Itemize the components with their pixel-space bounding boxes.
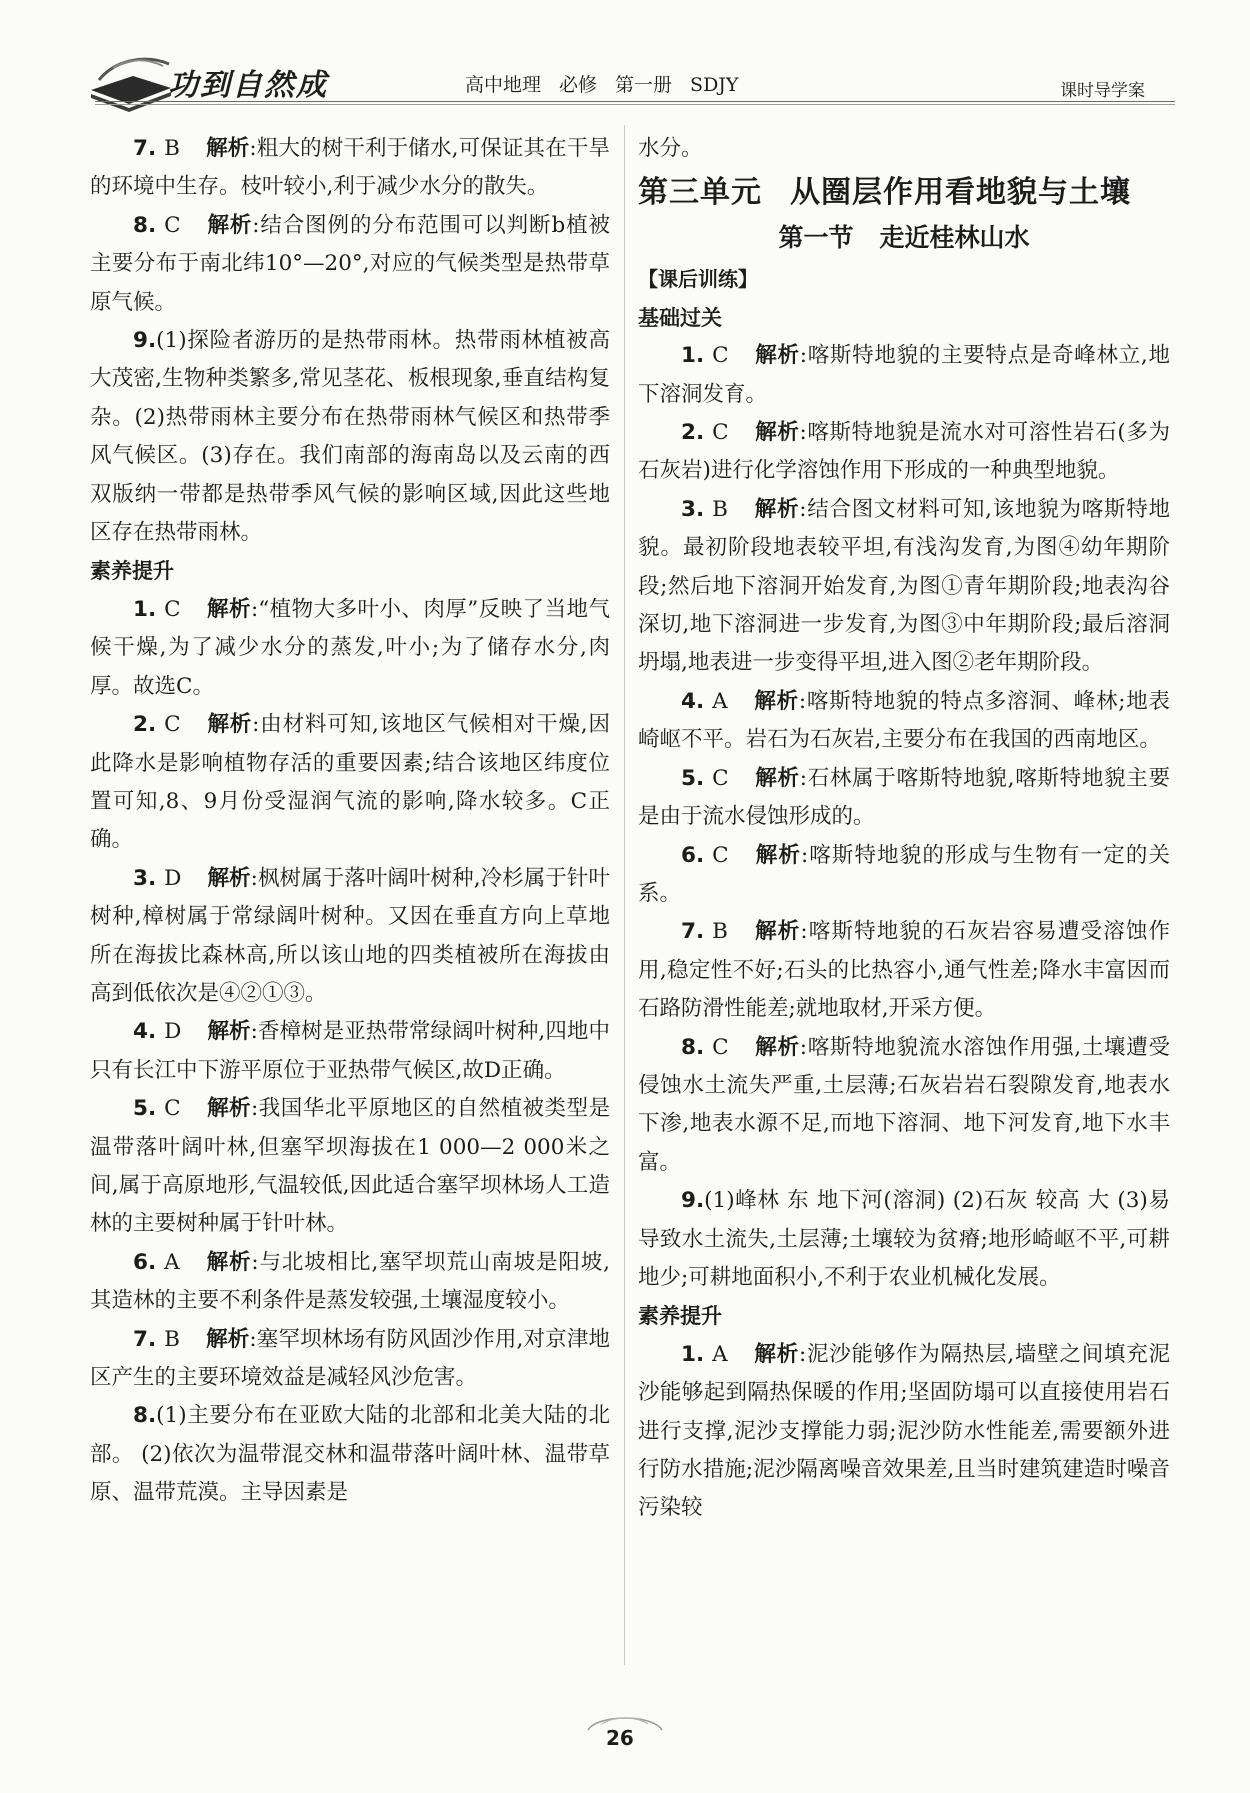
answer-item: 7. B 解析:塞罕坝林场有防风固沙作用,对京津地区产生的主要环境效益是减轻风沙危害。 [90, 1326, 610, 1390]
answer-item: 1. C 解析:喀斯特地貌的主要特点是奇峰林立,地下溶洞发育。 [638, 343, 1170, 407]
header-rule [95, 104, 1175, 105]
answer-item: 8. C 解析:喀斯特地貌流水溶蚀作用强,土壤遭受侵蚀水土流失严重,土层薄;石灰岩岩石裂隙发育,地表水下渗,地表水源不足,而地下溶洞、地下河发育,地下水丰富。 [638, 1034, 1170, 1175]
answer-item: 4. A 解析:喀斯特地貌的特点多溶洞、峰林;地表崎岖不平。岩石为石灰岩,主要分布在我国的西南地区。 [638, 688, 1170, 753]
exercise-tag: 【课后训练】 [638, 267, 758, 292]
subject-line [465, 70, 756, 97]
answer-item: 7. B 解析:粗大的树干利于储水,可保证其在干旱的环境中生存。枝叶较小,利于减少水分的散失。 [90, 136, 610, 200]
answer-item: 5. C 解析:我国华北平原地区的自然植被类型是温带落叶阔叶林,但塞罕坝海拔在1 000—2 000米之间,属于高原地形,气温较低,因此适合塞罕坝林场人工造林的主要树种属于针叶林。 [90, 1096, 610, 1237]
unit-title: 第三单元 从圈层作用看地貌与土壤 [638, 175, 1131, 211]
answer-item: 9.(1)峰林 东 地下河(溶洞) (2)石灰 较高 大 (3)易导致水土流失,土层薄;土壤较为贫瘠;地形崎岖不平,可耕地少;可耕地面积小,不利于农业机械化发展。 [638, 1188, 1170, 1290]
answer-item: 2. C 解析:喀斯特地貌是流水对可溶性岩石(多为石灰岩)进行化学溶蚀作用下形成的一种典型地貌。 [638, 420, 1170, 484]
answer-item: 2. C 解析:由材料可知,该地区气候相对干燥,因此降水是影响植物存活的重要因素;结合该地区纬度位置可知,8、9月份受湿润气流的影响,降水较多。C正确。 [90, 712, 610, 853]
section-title: 素养提升 [638, 1304, 722, 1329]
continued-text: 水分。 [638, 136, 703, 161]
right-column [638, 130, 1170, 1528]
left-column [90, 130, 610, 1513]
answer-item: 7. B 解析:喀斯特地貌的石灰岩容易遭受溶蚀作用,稳定性不好;石头的比热容小,通气性差;降水丰富因而石路防滑性能差;就地取材,开采方便。 [638, 919, 1170, 1022]
page-number: 26 [606, 1726, 634, 1750]
header-rule [95, 101, 1175, 102]
section-title: 素养提升 [90, 559, 174, 584]
guide-label: 课时导学案 [1060, 81, 1145, 101]
subject-part: 高中地理 [465, 74, 542, 96]
answer-item: 5. C 解析:石林属于喀斯特地貌,喀斯特地貌主要是由于流水侵蚀形成的。 [638, 765, 1170, 830]
answer-item: 1. A 解析:泥沙能够作为隔热层,墙壁之间填充泥沙能够起到隔热保暖的作用;坚固防塌可以直接使用岩石进行支撑,泥沙支撑能力弱;泥沙防水性能差,需要额外进行防水措施;泥沙隔离噪音效果差,且当时建筑建造时噪音污染较 [638, 1341, 1170, 1521]
subject-part: 必修 [559, 74, 598, 96]
subject-part: SDJY [690, 74, 739, 96]
column-divider [624, 125, 625, 1665]
answer-item: 9.(1)探险者游历的是热带雨林。热带雨林植被高大茂密,生物种类繁多,常见茎花、板根现象,垂直结构复杂。(2)热带雨林主要分布在热带雨林气候区和热带季风气候区。(3)存在。我们南部的海南岛以及云南的西双版纳一带都是热带季风气候的影响区域,因此这些地区存在热带雨林。 [90, 328, 610, 546]
answer-item: 1. C 解析:“植物大多叶小、肉厚”反映了当地气候干燥,为了减少水分的蒸发,叶小;为了储存水分,肉厚。故选C。 [90, 596, 610, 699]
answer-item: 6. A 解析:与北坡相比,塞罕坝荒山南坡是阳坡,其造林的主要不利条件是蒸发较强,土壤湿度较小。 [90, 1249, 610, 1314]
answer-item: 3. B 解析:结合图文材料可知,该地貌为喀斯特地貌。最初阶段地表较平坦,有浅沟发育,为图④幼年期阶段;然后地下溶洞开始发育,为图①青年期阶段;地表沟谷深切,地下溶洞进一步发育,为图③中年期阶段;最后溶洞坍塌,地表进一步变得平坦,进入图②老年期阶段。 [638, 496, 1170, 676]
subject-part: 第一册 [615, 74, 673, 96]
answer-item: 8. C 解析:结合图例的分布范围可以判断b植被主要分布于南北纬10°—20°,对应的气候类型是热带草原气候。 [90, 212, 610, 315]
page-header [0, 0, 1250, 110]
answer-item: 4. D 解析:香樟树是亚热带常绿阔叶树种,四地中只有长江中下游平原位于亚热带气候区,故D正确。 [90, 1019, 610, 1083]
answer-item: 3. D 解析:枫树属于落叶阔叶树种,冷杉属于针叶树种,樟树属于常绿阔叶树种。又因在垂直方向上草地所在海拔比森林高,所以该山地的四类植被所在海拔由高到低依次是④②①③。 [90, 865, 610, 1006]
lesson-title: 第一节 走近桂林山水 [778, 223, 1030, 253]
answer-item: 6. C 解析:喀斯特地貌的形成与生物有一定的关系。 [638, 842, 1170, 906]
section-title: 基础过关 [638, 305, 722, 330]
brand-title: 功到自然成 [168, 68, 328, 103]
answer-item: 8.(1)主要分布在亚欧大陆的北部和北美大陆的北部。 (2)依次为温带混交林和温带落叶阔叶林、温带草原、温带荒漠。主导因素是 [90, 1403, 610, 1506]
book-logo-icon [85, 50, 175, 112]
